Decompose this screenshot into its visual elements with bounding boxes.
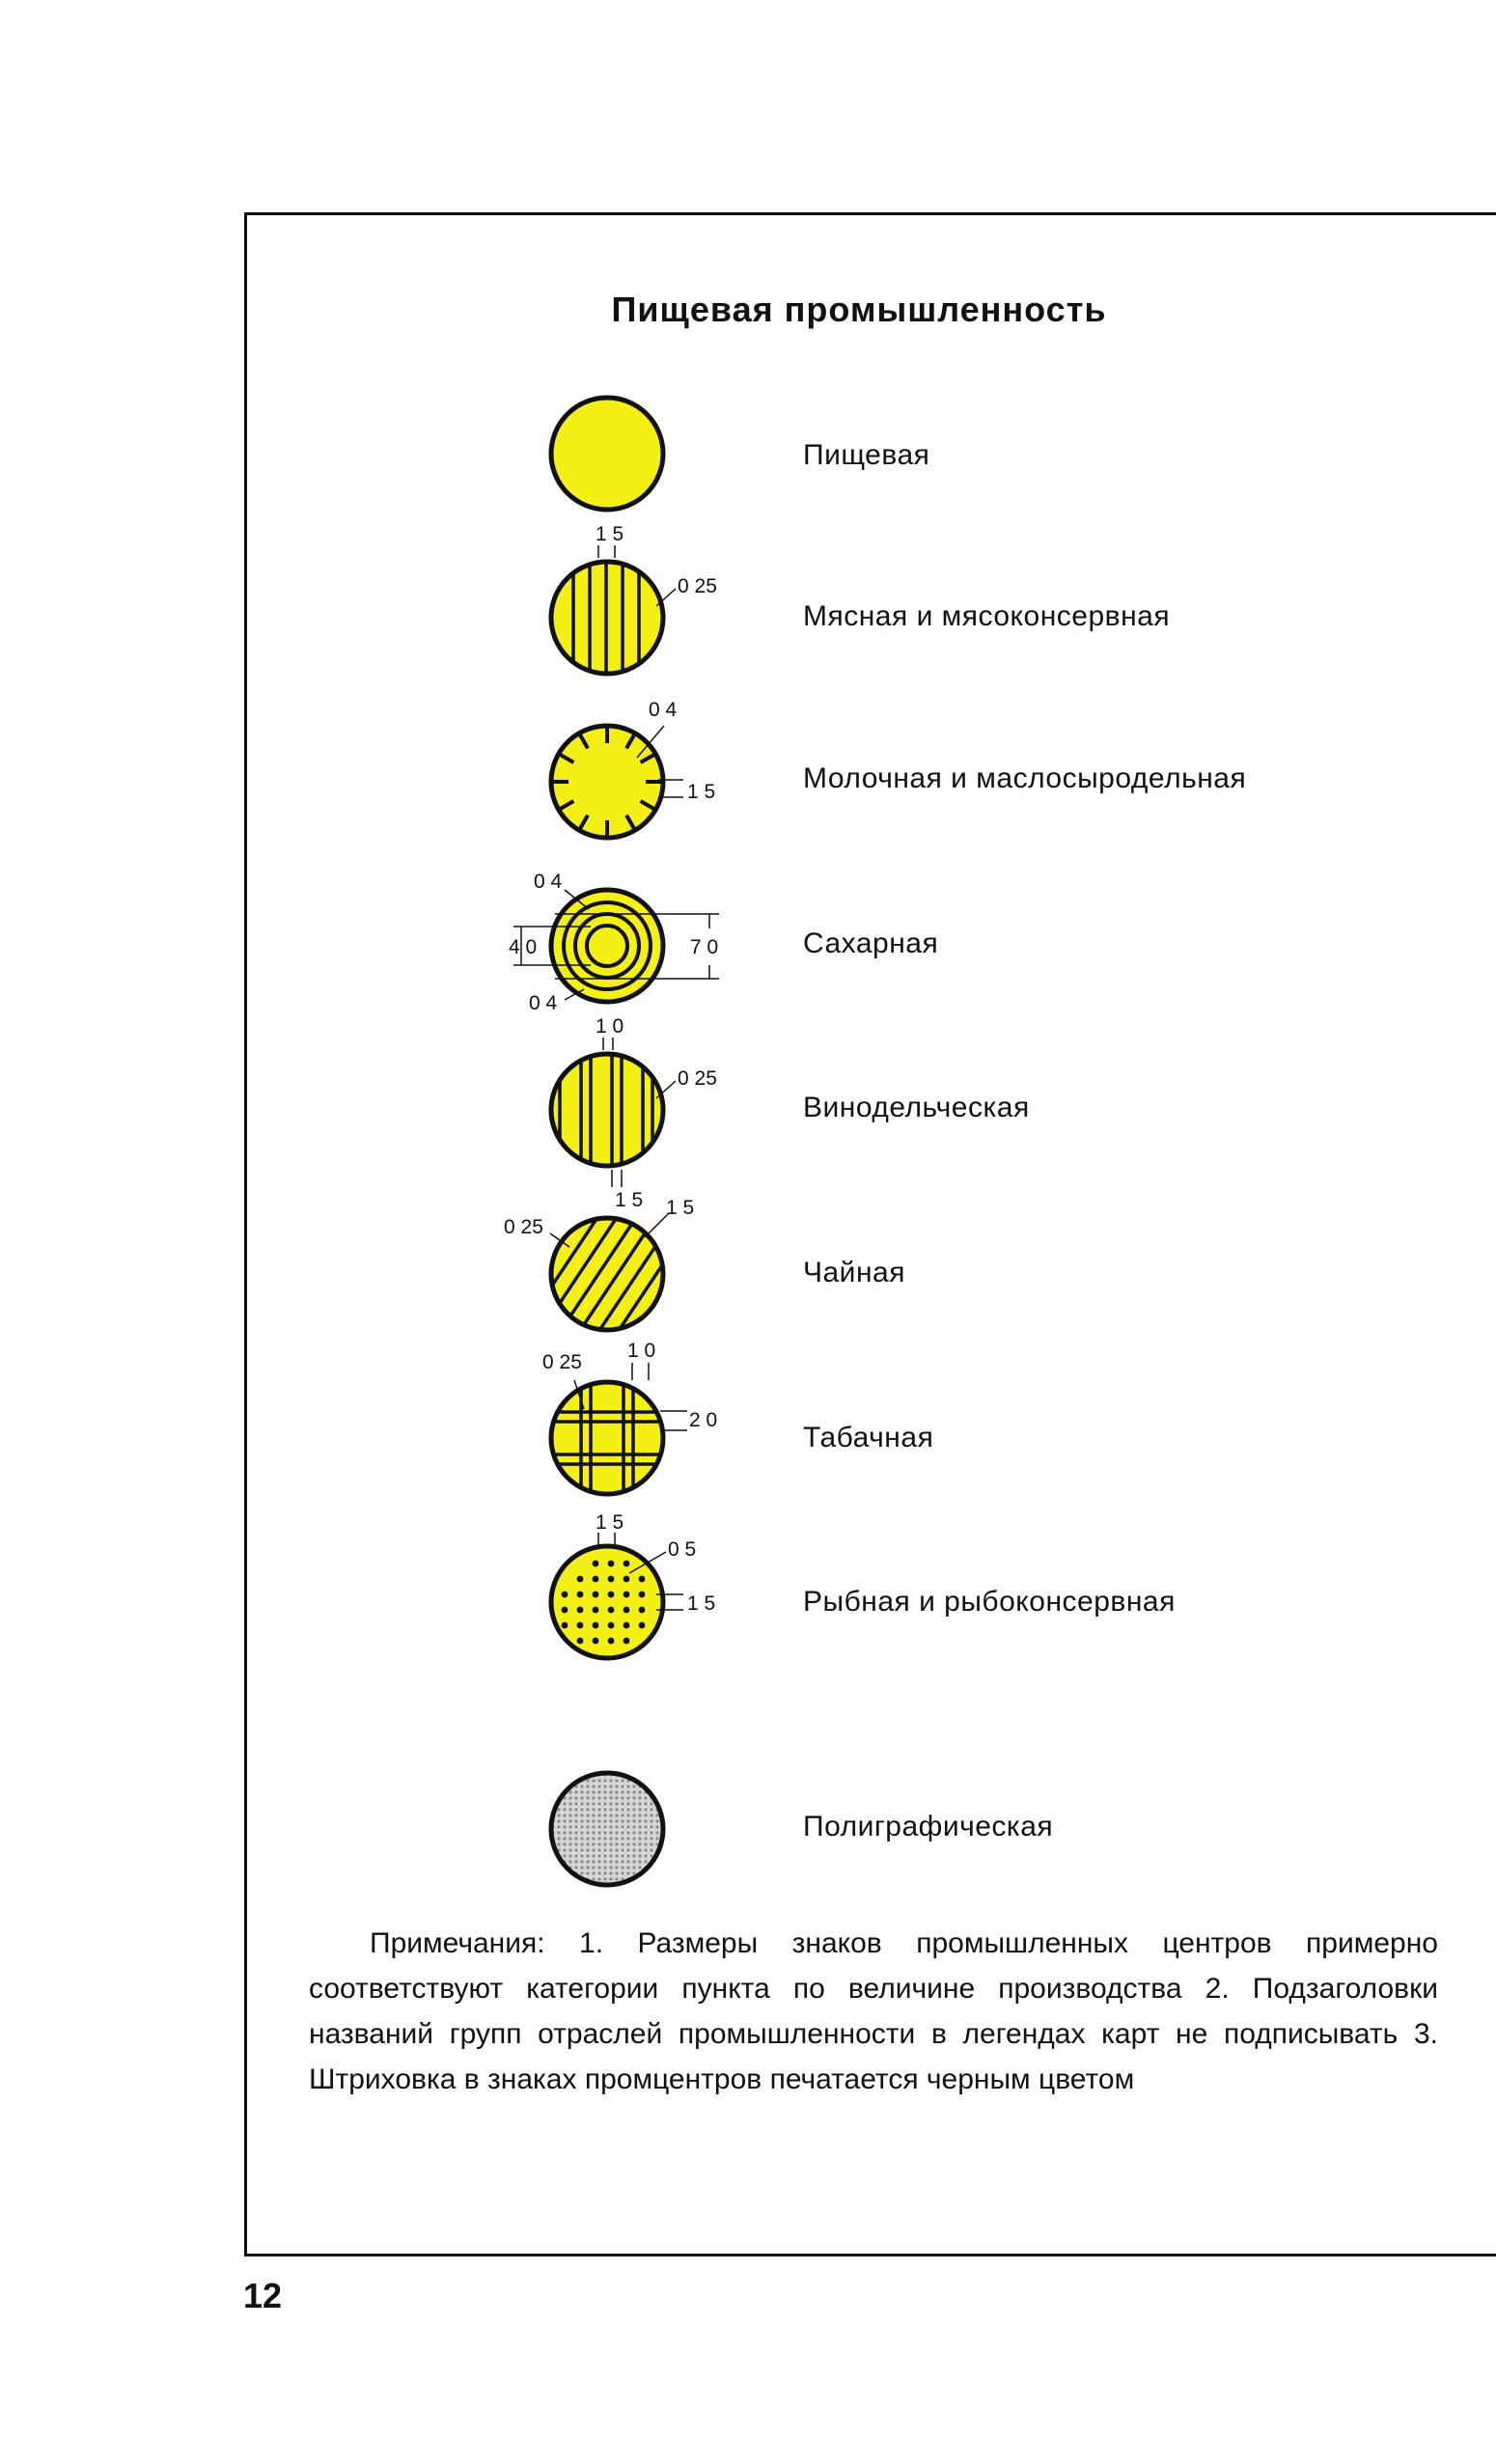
dim-wine-pair-gap: 1 0 bbox=[596, 1015, 624, 1038]
symbol-tobacco bbox=[540, 1363, 687, 1501]
label-food: Пищевая bbox=[803, 439, 930, 471]
notes-text: Примечания: 1. Размеры знаков промышленных центров примерно соответствуют категории пункта по величине производства 2. Подзаголовки названий групп отраслей промышленности в легендах карт не подписывать 3. Штриховка в знаках промцентров печатается черным цветом bbox=[309, 1927, 1438, 2095]
dim-tea-line-width: 0 25 bbox=[504, 1216, 543, 1238]
symbol-dairy bbox=[551, 726, 683, 838]
label-sugar: Сахарная bbox=[803, 927, 939, 959]
symbol-sugar bbox=[513, 890, 719, 1002]
symbol-printing bbox=[551, 1773, 663, 1885]
dim-tobacco-pair-spacing: 2 0 bbox=[689, 1409, 718, 1431]
label-fish: Рыбная и рыбоконсервная bbox=[803, 1586, 1176, 1618]
dim-dairy-tick-width: 0 4 bbox=[649, 699, 678, 721]
dim-meat-line-gap: 1 5 bbox=[596, 523, 624, 545]
label-tea: Чайная bbox=[803, 1257, 905, 1288]
dim-sugar-ring-width-bottom: 0 4 bbox=[529, 992, 558, 1014]
label-wine: Винодельческая bbox=[803, 1092, 1030, 1123]
dim-dairy-tick-length: 1 5 bbox=[687, 781, 716, 803]
dim-tobacco-line-width: 0 25 bbox=[542, 1351, 582, 1373]
dim-fish-dot-gap: 1 5 bbox=[596, 1511, 624, 1534]
symbol-food bbox=[551, 398, 663, 510]
dim-fish-row-spacing: 1 5 bbox=[687, 1592, 716, 1615]
dim-sugar-outer-diameter: 7 0 bbox=[690, 936, 719, 958]
symbol-fish bbox=[551, 1533, 683, 1658]
label-meat: Мясная и мясоконсервная bbox=[803, 600, 1171, 632]
label-tobacco: Табачная bbox=[803, 1422, 934, 1453]
dim-tobacco-pair-gap: 1 0 bbox=[627, 1340, 656, 1362]
dim-tea-line-spacing: 1 5 bbox=[666, 1197, 695, 1219]
notes bbox=[309, 1921, 1438, 2102]
dim-sugar-inner-diameter: 4 0 bbox=[509, 936, 538, 958]
legend-title: Пищевая промышленность bbox=[611, 290, 1107, 329]
dim-fish-dot-size: 0 5 bbox=[668, 1538, 697, 1561]
symbol-wine bbox=[551, 1038, 676, 1187]
label-printing: Полиграфическая bbox=[803, 1811, 1054, 1842]
label-dairy: Молочная и маслосыродельная bbox=[803, 762, 1247, 794]
dim-wine-line-width: 0 25 bbox=[678, 1067, 717, 1090]
dim-meat-line-width: 0 25 bbox=[678, 575, 717, 597]
page-number: 12 bbox=[243, 2276, 283, 2315]
dim-wine-pair-spacing: 1 5 bbox=[615, 1189, 644, 1211]
symbol-meat bbox=[551, 545, 676, 680]
dim-sugar-ring-width-top: 0 4 bbox=[534, 871, 563, 893]
